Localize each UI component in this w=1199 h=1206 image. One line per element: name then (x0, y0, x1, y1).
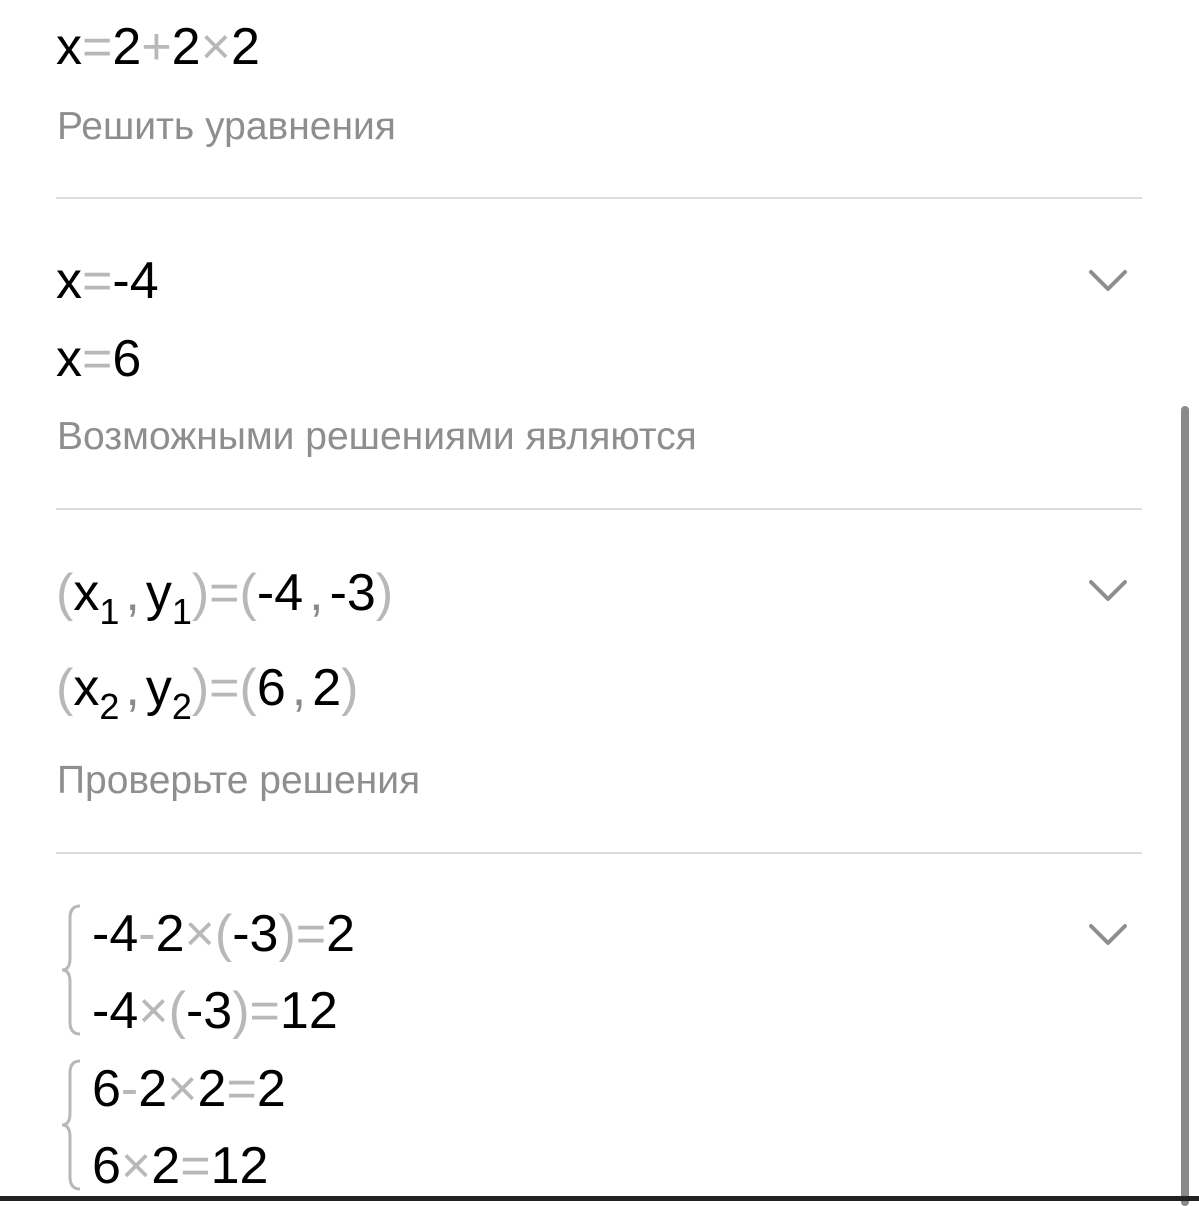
times-sign: × (138, 982, 169, 1040)
check-equation (92, 1136, 268, 1196)
equals-sign: = (82, 330, 113, 388)
comma: , (291, 659, 307, 717)
operand: 2 (230, 18, 260, 76)
paren: ) (341, 659, 359, 717)
comma: , (309, 564, 324, 622)
var-y: y (145, 564, 172, 622)
operand: -3 (185, 982, 233, 1040)
divider (56, 852, 1142, 854)
check-equation (92, 981, 338, 1041)
minus-sign: - (120, 1060, 139, 1118)
times-sign: × (200, 18, 231, 76)
result: 2 (326, 905, 356, 963)
equals-sign: = (209, 659, 240, 717)
operand: 2 (151, 1137, 181, 1195)
paren: ) (232, 982, 250, 1040)
operand: -3 (232, 905, 279, 963)
plus-sign: + (141, 18, 172, 76)
pair-value: 6 (256, 659, 286, 717)
divider (56, 508, 1142, 510)
operand: 6 (92, 1060, 121, 1118)
equals-sign: = (226, 1060, 257, 1118)
pair-line (56, 658, 359, 727)
operand: 2 (112, 18, 142, 76)
comma: , (125, 564, 140, 622)
operand: -4 (92, 905, 139, 963)
subscript: 2 (99, 686, 120, 727)
chevron-down-icon[interactable] (1088, 268, 1128, 294)
check-equation (92, 904, 355, 964)
bottom-edge (0, 1196, 1199, 1201)
pair-value: -3 (329, 564, 376, 622)
operand: 2 (155, 905, 185, 963)
operand: 2 (171, 18, 201, 76)
solution-value: -4 (112, 252, 159, 310)
var-x: x (73, 659, 100, 717)
operand: 6 (92, 1137, 121, 1195)
result: 12 (279, 982, 338, 1040)
solution-value: 6 (112, 330, 142, 388)
var-x: x (56, 330, 82, 388)
paren: ) (191, 659, 210, 717)
var-x: x (56, 252, 82, 310)
left-brace-icon (58, 1055, 84, 1195)
divider (56, 197, 1142, 199)
times-sign: × (120, 1137, 152, 1195)
paren: ( (239, 564, 257, 622)
section-caption: Решить уравнения (57, 105, 396, 148)
equals-sign: = (180, 1137, 211, 1195)
solution-line (56, 329, 141, 389)
times-sign: × (167, 1060, 198, 1118)
var-x: x (56, 18, 82, 76)
chevron-down-icon[interactable] (1088, 578, 1128, 604)
var-x: x (73, 564, 100, 622)
solution-line (56, 251, 159, 311)
paren: ) (191, 564, 210, 622)
pair-value: 2 (312, 659, 342, 717)
chevron-down-icon[interactable] (1088, 922, 1128, 948)
equals-sign: = (82, 252, 113, 310)
subscript: 2 (171, 686, 192, 727)
equals-sign: = (209, 564, 240, 622)
input-equation[interactable] (56, 17, 260, 77)
paren: ( (214, 905, 233, 963)
subscript: 1 (171, 591, 192, 632)
check-equation (92, 1059, 286, 1119)
equals-sign: = (295, 905, 327, 963)
times-sign: × (184, 905, 215, 963)
paren: ) (375, 564, 394, 622)
minus-sign: - (138, 905, 156, 963)
pair-line (56, 563, 394, 632)
var-y: y (145, 659, 172, 717)
result: 12 (210, 1137, 269, 1195)
pair-value: -4 (256, 564, 304, 622)
operand: 2 (138, 1060, 168, 1118)
section-caption: Возможными решениями являются (57, 415, 697, 458)
section-caption: Проверьте решения (57, 759, 421, 802)
scrollbar[interactable] (1181, 406, 1189, 1206)
left-brace-icon (58, 900, 84, 1040)
paren: ( (56, 564, 74, 622)
paren: ( (168, 982, 186, 1040)
operand: -4 (92, 982, 139, 1040)
equals-sign: = (82, 18, 113, 76)
paren: ( (56, 659, 74, 717)
equals-sign: = (249, 982, 280, 1040)
subscript: 1 (99, 591, 120, 632)
paren: ) (278, 905, 296, 963)
operand: 2 (197, 1060, 227, 1118)
result: 2 (256, 1060, 286, 1118)
paren: ( (239, 659, 257, 717)
comma: , (125, 659, 140, 717)
